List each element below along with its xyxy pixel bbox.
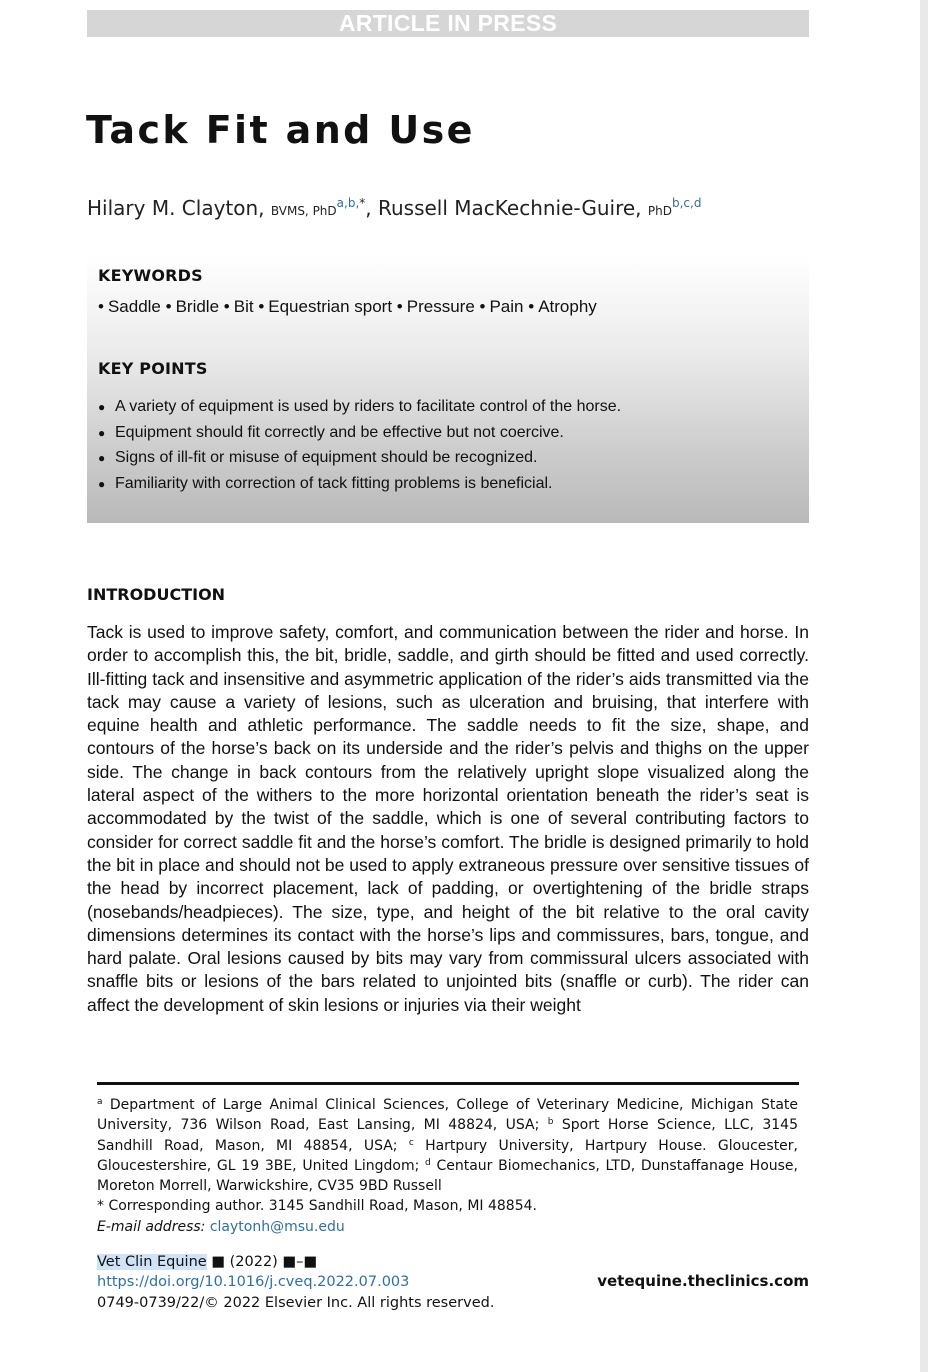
key-points-heading: KEY POINTS bbox=[98, 359, 208, 378]
author-degrees: BVMS, PhD bbox=[270, 204, 337, 218]
key-points-list bbox=[98, 394, 621, 496]
copyright-line: 0749-0739/22/© 2022 Elsevier Inc. All rights reserved. bbox=[97, 1294, 495, 1311]
page-edge bbox=[920, 0, 928, 1372]
introduction-heading: INTRODUCTION bbox=[87, 585, 226, 604]
list-item: ● Equipment should fit correctly and be effective but not coercive. bbox=[98, 420, 621, 446]
list-item: ● Signs of ill-fit or misuse of equipment should be recognized. bbox=[98, 445, 621, 471]
email-link[interactable]: claytonh@msu.edu bbox=[209, 1218, 345, 1235]
bullet-icon: • bbox=[258, 297, 265, 316]
bullet-icon: • bbox=[165, 297, 172, 316]
journal-website[interactable]: vetequine.theclinics.com bbox=[597, 1272, 809, 1290]
doi-link[interactable]: https://doi.org/10.1016/j.cveq.2022.07.003 bbox=[97, 1274, 410, 1291]
list-item: ● Familiarity with correction of tack fitting problems is beneficial. bbox=[98, 471, 621, 497]
keyword-item: • Bit bbox=[223, 297, 254, 316]
email-label: E-mail address: bbox=[97, 1218, 206, 1235]
affiliation-text: Department of Large Animal Clinical Sciences, College of Veterinary Medicine, Michigan State University, 736 Wilson Road, East Lansing, MI 48824, USA; bbox=[97, 1097, 798, 1134]
author-line bbox=[87, 196, 701, 220]
article-in-press-banner: ARTICLE IN PRESS bbox=[87, 10, 809, 37]
affiliation-text: Sport Horse Science, LLC, 3145 Sandhill Road, Mason, MI 48854, USA; bbox=[97, 1117, 798, 1154]
author-degrees: PhD bbox=[647, 204, 672, 218]
affiliation-mark: b bbox=[547, 1117, 554, 1128]
bullet-icon: ● bbox=[98, 425, 106, 440]
bullet-icon: • bbox=[223, 297, 230, 316]
affiliation-mark: a bbox=[97, 1097, 103, 1107]
keyword-item: • Pressure bbox=[396, 297, 475, 316]
journal-name[interactable]: Vet Clin Equine bbox=[97, 1254, 207, 1270]
affiliation-mark: d bbox=[425, 1157, 431, 1168]
keywords-list bbox=[98, 297, 597, 317]
bullet-icon: ● bbox=[98, 451, 106, 465]
bullet-icon: ● bbox=[98, 476, 106, 491]
bullet-icon: • bbox=[98, 297, 104, 316]
article-title: Tack Fit and Use bbox=[86, 108, 475, 152]
keyword-item: • Saddle bbox=[98, 297, 161, 316]
list-item: ● A variety of equipment is used by riders to facilitate control of the horse. bbox=[98, 394, 621, 420]
affiliation-mark: c bbox=[408, 1137, 414, 1148]
keyword-item: • Bridle bbox=[165, 297, 220, 316]
keyword-item: • Equestrian sport bbox=[258, 297, 393, 316]
keyword-item: • Pain bbox=[479, 297, 524, 316]
bullet-icon: ● bbox=[98, 400, 106, 414]
corresponding-author-note: * Corresponding author. 3145 Sandhill Road, Mason, MI 48854. bbox=[97, 1198, 537, 1215]
author-name: Russell MacKechnie-Guire, bbox=[377, 196, 642, 220]
keywords-heading: KEYWORDS bbox=[98, 266, 203, 285]
citation-block bbox=[97, 1252, 494, 1313]
corresponding-author-mark[interactable]: * bbox=[359, 196, 366, 210]
author-affiliation-marks[interactable]: a,b, bbox=[336, 196, 360, 210]
bullet-icon: • bbox=[528, 297, 535, 316]
author-name: Hilary M. Clayton, bbox=[87, 196, 265, 220]
issue-info: ■ (2022) ■–■ bbox=[211, 1254, 318, 1270]
bullet-icon: • bbox=[396, 297, 403, 316]
footnote-divider bbox=[97, 1082, 799, 1085]
footnotes bbox=[97, 1095, 798, 1237]
author-separator: , bbox=[365, 196, 378, 220]
keywords-keypoints-box bbox=[87, 255, 809, 523]
affiliation-text: Hartpury University, Hartpury House. Gloucester, Gloucestershire, GL 19 3BE, United Lingdom; bbox=[97, 1137, 799, 1174]
bullet-icon: • bbox=[479, 297, 486, 316]
affiliation-text: Centaur Biomechanics, LTD, Dunstaffanage House, Moreton Morrell, Warwickshire, CV35 9BD Russell bbox=[97, 1157, 798, 1195]
keyword-item: • Atrophy bbox=[528, 297, 597, 316]
author-affiliation-marks[interactable]: b,c,d bbox=[672, 196, 702, 210]
introduction-paragraph: Tack is used to improve safety, comfort, and communication between the rider and horse. In order to accomplish this, the bit, bridle, saddle, and girth should be fitted and used correctly. Ill-fitting tack and insensitive and asymmetric application of the rider’s aids transmitted via the tack may cause a variety of lesions, such as ulceration and bruising, that interfere with equine health and athletic performance. The saddle needs to fit the size, shape, and contours of the horse’s back on its underside and the rider’s pelvis and thighs on the upper side. The change in back contours from the relatively upright slope visualized along the lateral aspect of the withers to the more horizontal orientation beneath the rider’s seat is accommodated by the twist of the saddle, which is one of several contributing factors to consider for correct saddle fit and the horse’s comfort. The bridle is designed primarily to hold the bit in place and should not be used to apply extraneous pressure over sensitive tissues of the head by incorrect placement, lack of padding, or overtightening of the bridle straps (nosebands/headpieces). The size, type, and height of the bit relative to the oral cavity dimensions determines its contact with the horse’s lips and commissures, bars, tongue, and hard palate. Oral lesions caused by bits may vary from commissural ulcers associated with snaffle bits or lesions of the bars related to unjointed bits (snaffle or curb). The rider can affect the development of skin lesions or injuries via their weight bbox=[87, 622, 809, 1015]
